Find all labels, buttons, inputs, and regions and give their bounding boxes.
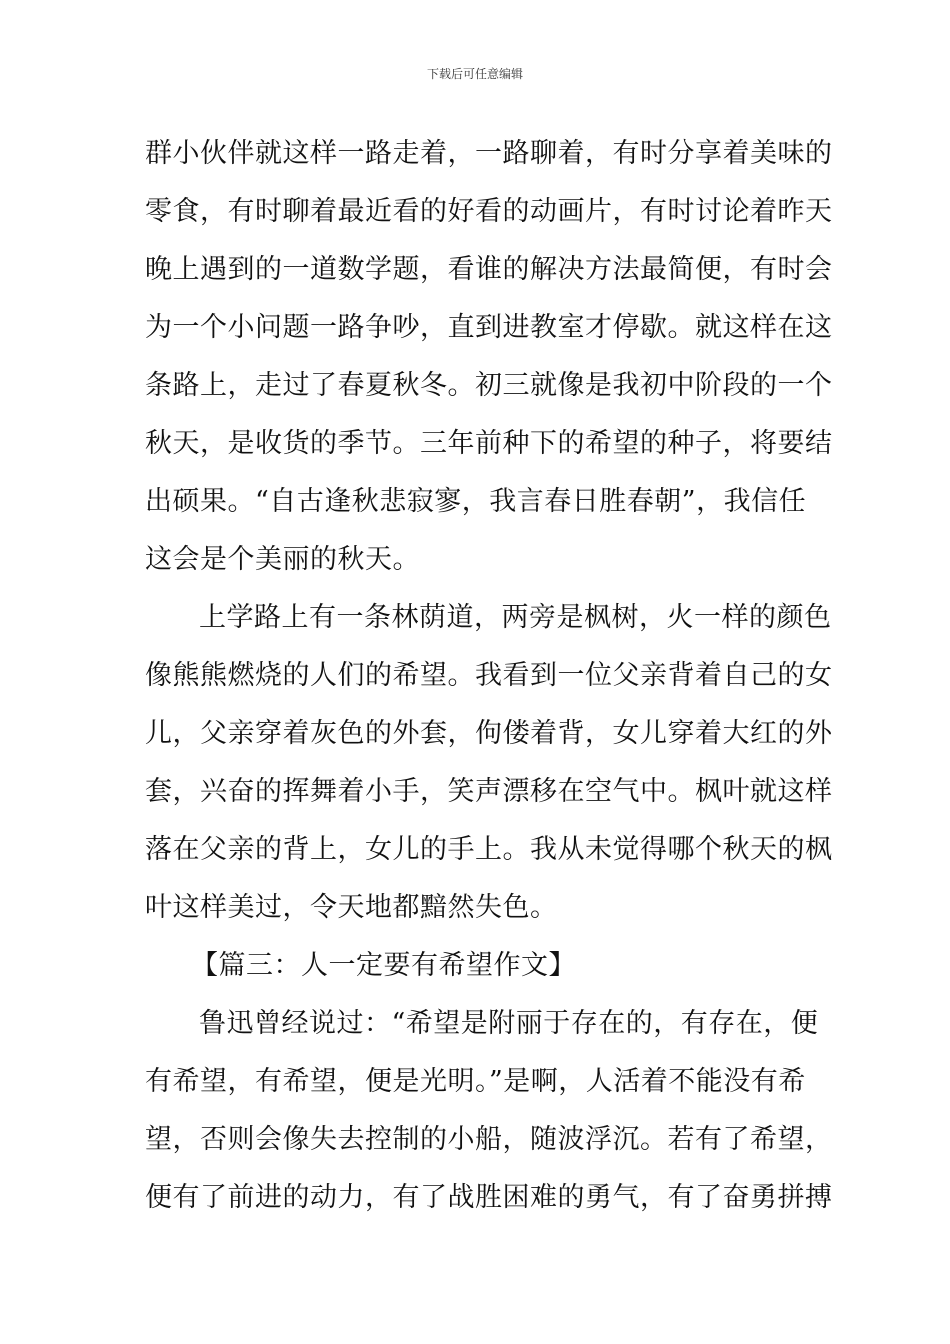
text-line: 这会是个美丽的秋天。	[145, 544, 420, 575]
text-line: 像熊熊燃烧的人们的希望。我看到一位父亲背着自己的女	[145, 660, 833, 691]
page-header: 下载后可任意编辑	[426, 67, 523, 81]
text-line: 为一个小问题一路争吵，直到进教室才停歇。就这样在这	[145, 312, 833, 343]
text-line: 落在父亲的背上，女儿的手上。我从未觉得哪个秋天的枫	[145, 834, 833, 865]
text-line: 秋天，是收货的季节。三年前种下的希望的种子，将要结	[145, 428, 833, 459]
document-body	[145, 125, 833, 1227]
text-line: 叶这样美过，令天地都黯然失色。	[145, 892, 558, 923]
text-line: 出硕果。“自古逢秋悲寂寥，我言春日胜春朝”，我信任	[145, 486, 807, 517]
text-line: 晚上遇到的一道数学题，看谁的解决方法最简便，有时会	[145, 254, 833, 285]
text-line: 条路上，走过了春夏秋冬。初三就像是我初中阶段的一个	[145, 370, 833, 401]
text-line: 儿，父亲穿着灰色的外套，佝偻着背，女儿穿着大红的外	[145, 718, 833, 749]
text-line: 套，兴奋的挥舞着小手，笑声漂移在空气中。枫叶就这样	[145, 776, 833, 807]
text-line: 群小伙伴就这样一路走着，一路聊着，有时分享着美味的	[145, 138, 833, 169]
text-line: 望，否则会像失去控制的小船，随波浮沉。若有了希望，	[145, 1124, 833, 1155]
text-line: 便有了前进的动力，有了战胜困难的勇气，有了奋勇拼搏	[145, 1182, 833, 1213]
section-heading: 【篇三：人一定要有希望作文】	[191, 950, 576, 981]
text-line: 有希望，有希望，便是光明。”是啊，人活着不能没有希	[145, 1066, 806, 1097]
paragraph-first-line: 上学路上有一条林荫道，两旁是枫树，火一样的颜色	[199, 602, 832, 633]
text-line: 零食，有时聊着最近看的好看的动画片，有时讨论着昨天	[145, 196, 833, 227]
paragraph-first-line: 鲁迅曾经说过：“希望是附丽于存在的，有存在，便	[199, 1008, 819, 1039]
